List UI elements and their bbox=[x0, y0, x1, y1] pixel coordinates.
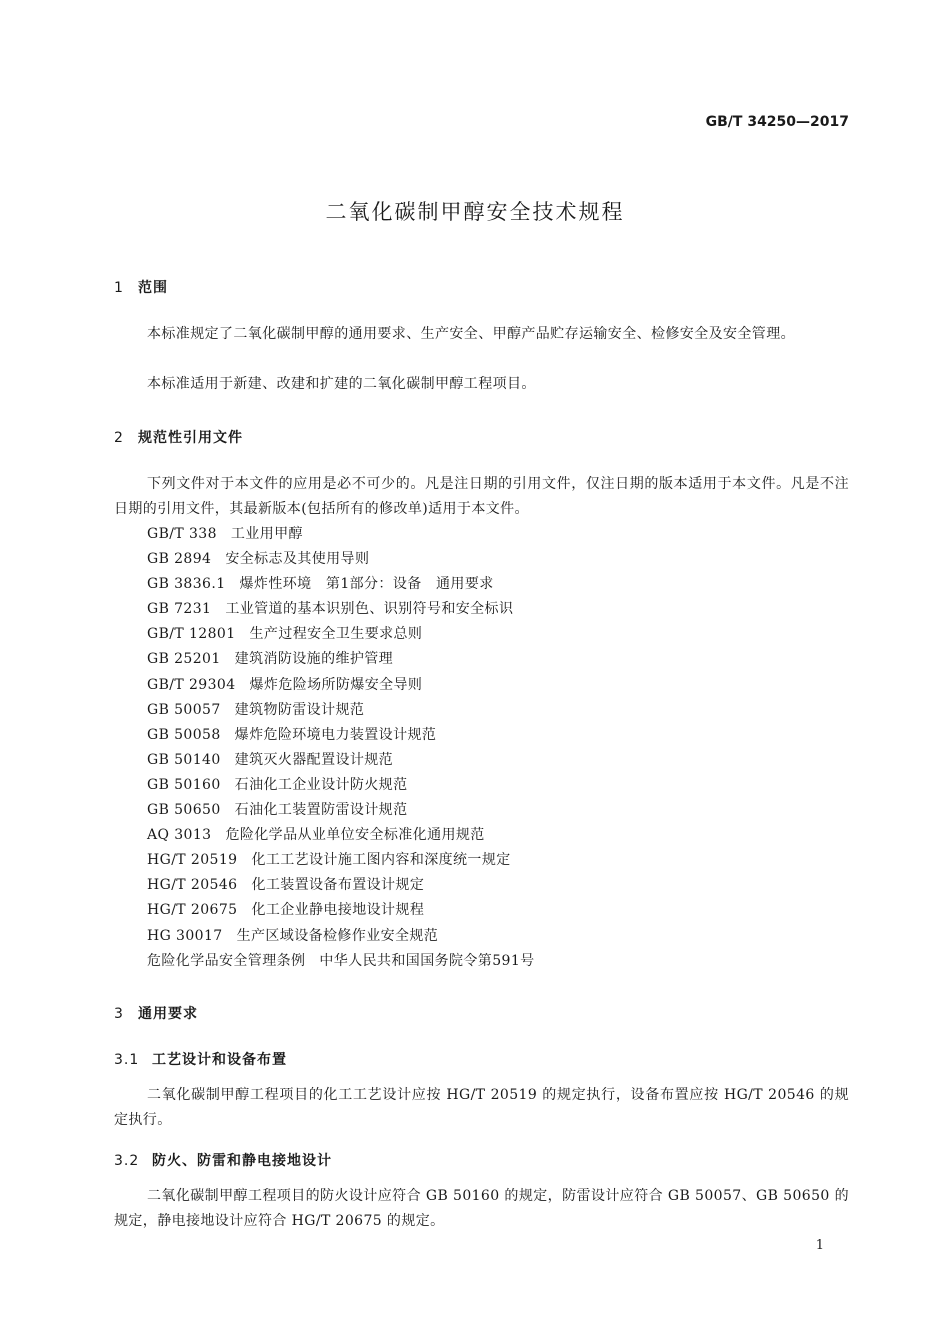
reference-name: 化工装置设备布置设计规定 bbox=[251, 877, 425, 894]
section-number: 3.2 bbox=[114, 1153, 140, 1169]
section-1-heading bbox=[114, 277, 168, 297]
reference-code: GB 50058 bbox=[147, 726, 221, 743]
reference-name: 爆炸性环境 第1部分：设备 通用要求 bbox=[239, 576, 494, 593]
reference-code: GB 7231 bbox=[147, 601, 212, 618]
reference-code: HG/T 20519 bbox=[147, 852, 238, 869]
reference-code: GB 50057 bbox=[147, 701, 221, 718]
reference-name: 安全标志及其使用导则 bbox=[225, 551, 370, 568]
paragraph: 本标准适用于新建、改建和扩建的二氧化碳制甲醇工程项目。 bbox=[147, 376, 536, 392]
reference-name: 中华人民共和国国务院令第591号 bbox=[319, 952, 535, 969]
subsection-3-1-heading bbox=[114, 1049, 287, 1069]
section-title: 范围 bbox=[138, 280, 168, 296]
reference-item bbox=[147, 673, 535, 698]
reference-item bbox=[147, 873, 535, 898]
reference-name: 工业管道的基本识别色、识别符号和安全标识 bbox=[225, 601, 514, 618]
reference-item bbox=[147, 597, 535, 622]
reference-item bbox=[147, 898, 535, 923]
reference-code: GB 25201 bbox=[147, 651, 221, 668]
standard-code: GB/T 34250—2017 bbox=[705, 114, 849, 130]
reference-name: 建筑物防雷设计规范 bbox=[234, 701, 365, 718]
section-number: 1 bbox=[114, 280, 124, 296]
paragraph: 二氧化碳制甲醇工程项目的化工工艺设计应按 HG/T 20519 的规定执行，设备布置应按 HG/T 20546 的规定执行。 bbox=[114, 1087, 849, 1128]
reference-list bbox=[147, 522, 535, 974]
reference-code: HG/T 20546 bbox=[147, 877, 238, 894]
reference-item bbox=[147, 723, 535, 748]
reference-item bbox=[147, 773, 535, 798]
reference-name: 石油化工企业设计防火规范 bbox=[234, 776, 408, 793]
reference-code: GB 3836.1 bbox=[147, 576, 226, 593]
reference-item bbox=[147, 924, 535, 949]
section-number: 3 bbox=[114, 1006, 124, 1022]
reference-code: GB 2894 bbox=[147, 551, 212, 568]
section-title: 防火、防雷和静电接地设计 bbox=[152, 1153, 332, 1169]
reference-name: 化工工艺设计施工图内容和深度统一规定 bbox=[251, 852, 511, 869]
reference-code: GB/T 12801 bbox=[147, 626, 236, 643]
reference-item bbox=[147, 547, 535, 572]
section-3-heading bbox=[114, 1003, 198, 1023]
reference-name: 生产区域设备检修作业安全规范 bbox=[236, 927, 439, 944]
reference-code: GB 50140 bbox=[147, 751, 221, 768]
reference-name: 工业用甲醇 bbox=[230, 526, 303, 542]
reference-name: 爆炸危险场所防爆安全导则 bbox=[249, 676, 423, 693]
reference-code: GB/T 338 bbox=[147, 526, 217, 542]
reference-name: 危险化学品从业单位安全标准化通用规范 bbox=[225, 827, 485, 844]
paragraph: 下列文件对于本文件的应用是必不可少的。凡是注日期的引用文件，仅注日期的版本适用于本文件。凡是不注日期的引用文件，其最新版本(包括所有的修改单)适用于本文件。 bbox=[114, 476, 849, 517]
reference-item bbox=[147, 949, 535, 974]
reference-code: GB 50160 bbox=[147, 776, 221, 793]
reference-code: HG/T 20675 bbox=[147, 902, 238, 919]
reference-name: 爆炸危险环境电力装置设计规范 bbox=[234, 726, 437, 743]
reference-name: 化工企业静电接地设计规程 bbox=[251, 902, 425, 919]
reference-item bbox=[147, 522, 535, 547]
reference-name: 建筑消防设施的维护管理 bbox=[234, 651, 394, 668]
reference-item bbox=[147, 698, 535, 723]
reference-code: AQ 3013 bbox=[147, 827, 212, 844]
reference-item bbox=[147, 748, 535, 773]
reference-item bbox=[147, 647, 535, 672]
section-title: 工艺设计和设备布置 bbox=[152, 1052, 287, 1068]
reference-item bbox=[147, 848, 535, 873]
section-2-heading bbox=[114, 427, 243, 447]
section-title: 规范性引用文件 bbox=[138, 430, 243, 446]
document-title: 二氧化碳制甲醇安全技术规程 bbox=[325, 200, 625, 224]
section-number: 3.1 bbox=[114, 1052, 140, 1068]
reference-name: 石油化工装置防雷设计规范 bbox=[234, 802, 408, 819]
reference-item bbox=[147, 823, 535, 848]
reference-item bbox=[147, 572, 535, 597]
section-title: 通用要求 bbox=[138, 1006, 198, 1022]
subsection-3-2-heading bbox=[114, 1150, 332, 1170]
reference-code: GB 50650 bbox=[147, 802, 221, 819]
paragraph: 本标准规定了二氧化碳制甲醇的通用要求、生产安全、甲醇产品贮存运输安全、检修安全及安全管理。 bbox=[147, 326, 795, 342]
reference-code: GB/T 29304 bbox=[147, 676, 236, 693]
reference-item bbox=[147, 798, 535, 823]
reference-item bbox=[147, 622, 535, 647]
reference-name: 生产过程安全卫生要求总则 bbox=[249, 626, 423, 643]
reference-code: 危险化学品安全管理条例 bbox=[147, 952, 306, 969]
page-number: 1 bbox=[815, 1238, 824, 1253]
reference-code: HG 30017 bbox=[147, 927, 223, 944]
section-number: 2 bbox=[114, 430, 124, 446]
paragraph: 二氧化碳制甲醇工程项目的防火设计应符合 GB 50160 的规定，防雷设计应符合 GB 50057、GB 50650 的规定，静电接地设计应符合 HG/T 20675 的规定。 bbox=[114, 1188, 849, 1229]
reference-name: 建筑灭火器配置设计规范 bbox=[234, 751, 394, 768]
